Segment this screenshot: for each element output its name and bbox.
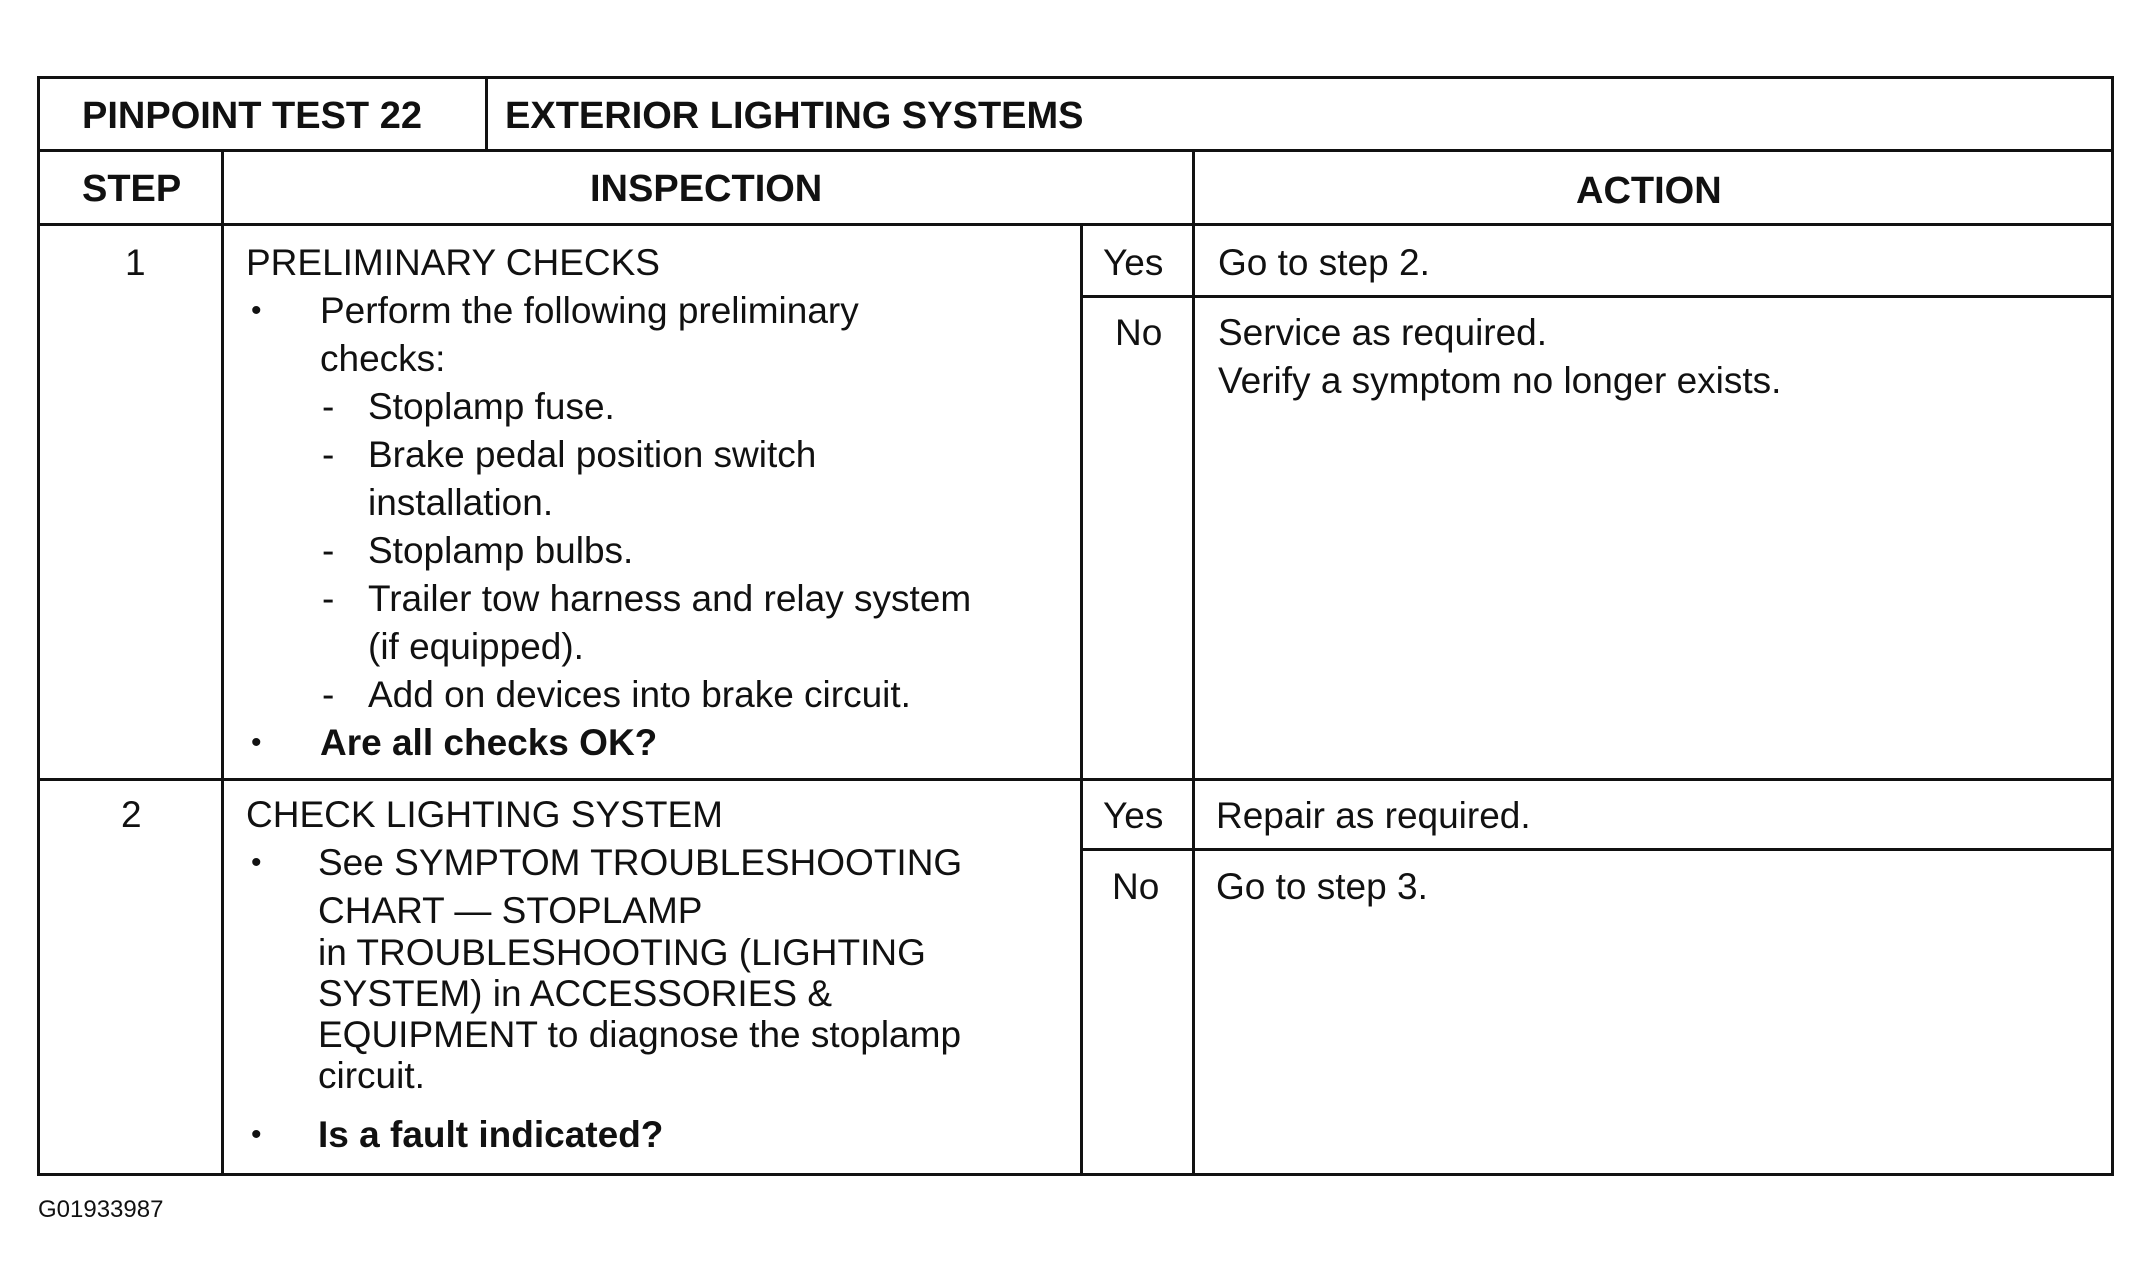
step-1-subitem: Add on devices into brake circuit.	[368, 674, 911, 715]
step-2-line: circuit.	[318, 1055, 425, 1096]
step-2-line: in TROUBLESHOOTING (LIGHTING	[318, 932, 926, 973]
dash-icon: -	[322, 530, 335, 571]
step-2-no-label: No	[1112, 866, 1160, 907]
step-1-yes-label: Yes	[1103, 242, 1164, 283]
rule-header-bottom	[37, 223, 2114, 226]
rule-yesno-action	[1192, 149, 1195, 1176]
step-1-subitem: installation.	[368, 482, 554, 523]
figure-id: G01933987	[38, 1196, 164, 1223]
step-1-subitem: Stoplamp bulbs.	[368, 530, 634, 571]
step-1-heading: PRELIMINARY CHECKS	[246, 242, 660, 283]
column-header-inspection: INSPECTION	[590, 168, 823, 210]
bullet-icon: •	[251, 846, 262, 879]
step-1-bullet-line: Perform the following preliminary	[320, 290, 859, 331]
step-2-line: CHART — STOPLAMP	[318, 890, 703, 931]
step-1-subitem: (if equipped).	[368, 626, 584, 667]
column-header-step: STEP	[82, 168, 182, 210]
rule-step2-yes-bottom	[1080, 848, 2114, 851]
step-1-subitem: Brake pedal position switch	[368, 434, 817, 475]
step-2-line: SYSTEM) in ACCESSORIES &	[318, 973, 833, 1014]
dash-icon: -	[322, 578, 335, 619]
rule-step-column	[221, 149, 224, 1176]
step-2-yes-action: Repair as required.	[1216, 795, 1531, 836]
bullet-icon: •	[251, 1118, 262, 1151]
rule-title-divider	[485, 76, 488, 151]
rule-title-bottom	[37, 149, 2114, 152]
step-1-subitem: Stoplamp fuse.	[368, 386, 615, 427]
step-2-line: EQUIPMENT to diagnose the stoplamp	[318, 1014, 962, 1055]
step-2-yes-label: Yes	[1103, 795, 1164, 836]
step-1-yes-action: Go to step 2.	[1218, 242, 1430, 283]
step-1-no-action: Service as required.	[1218, 312, 1548, 353]
step-2-no-action: Go to step 3.	[1216, 866, 1428, 907]
bullet-icon: •	[251, 726, 262, 759]
step-1-subitem: Trailer tow harness and relay system	[368, 578, 972, 619]
rule-step1-bottom	[37, 778, 2114, 781]
dash-icon: -	[322, 386, 335, 427]
column-header-action: ACTION	[1576, 170, 1722, 212]
step-2-question: Is a fault indicated?	[318, 1114, 664, 1155]
step-1-no-label: No	[1115, 312, 1163, 353]
dash-icon: -	[322, 434, 335, 475]
test-label: PINPOINT TEST 22	[82, 95, 422, 137]
system-name: EXTERIOR LIGHTING SYSTEMS	[505, 95, 1084, 137]
step-1-no-action: Verify a symptom no longer exists.	[1218, 360, 1782, 401]
rule-inspection-yesno	[1080, 223, 1083, 1176]
bullet-icon: •	[251, 294, 262, 327]
rule-step1-yes-bottom	[1080, 295, 2114, 298]
step-2-line: See SYMPTOM TROUBLESHOOTING	[318, 842, 963, 883]
step-1-question: Are all checks OK?	[320, 722, 658, 763]
step-1-number: 1	[125, 242, 146, 283]
step-2-number: 2	[121, 794, 142, 835]
step-2-heading: CHECK LIGHTING SYSTEM	[246, 794, 723, 835]
step-1-bullet-line: checks:	[320, 338, 446, 379]
dash-icon: -	[322, 674, 335, 715]
